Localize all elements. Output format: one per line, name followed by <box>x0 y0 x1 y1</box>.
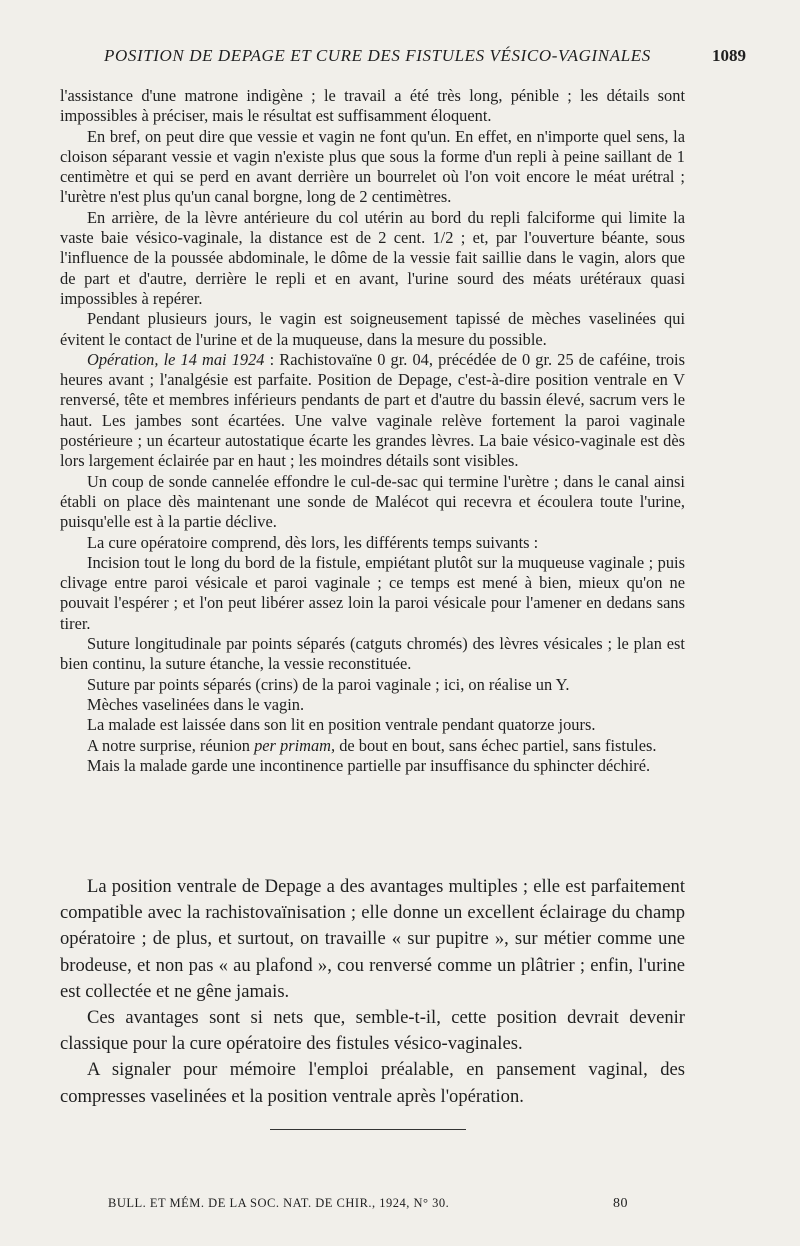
paragraph <box>60 350 685 472</box>
running-header <box>60 46 746 68</box>
paragraph: En bref, on peut dire que vessie et vagin ne font qu'un. En effet, en n'importe quel sens, la cloison séparant vessie et vagin n'existe plus que sous la forme d'un repli à peine saillant de 1 centimètre et qui se perd en avant derrière un bourrelet où l'on voit encore le méat urétral ; l'urètre n'est plus qu'un canal borgne, long de 2 centimètres. <box>60 126 685 207</box>
paragraph: Suture par points séparés (crins) de la paroi vaginale ; ici, on réalise un Y. <box>87 674 570 694</box>
page-footer <box>108 1196 628 1211</box>
paragraph: A notre surprise, réunion per primam, de bout en bout, sans échec partiel, sans fistules. <box>87 735 657 755</box>
paragraph: La position ventrale de Depage a des avantages multiples ; elle est parfaitement compatible avec la rachistovaïnisation ; elle donne un excellent éclairage du champ opératoire ; de plus, et surtout, on travaille « sur pupitre », sur métier comme une brodeuse, et non pas « au plafond », cou renversé comme un plâtrier ; enfin, l'urine est collectée et ne gêne jamais. <box>60 876 685 1002</box>
paragraph: La cure opératoire comprend, dès lors, les différents temps suivants : <box>87 532 539 552</box>
paragraph: Mais la malade garde une incontinence partielle par insuffisance du sphincter déchiré. <box>87 755 651 775</box>
paragraph: Pendant plusieurs jours, le vagin est soigneusement tapissé de mèches vaselinées qui évitent le contact de l'urine et de la muqueuse, dans la mesure du possible. <box>60 309 685 349</box>
paragraph: Ces avantages sont si nets que, semble-t-il, cette position devrait devenir classique pour la cure opératoire des fistules vésico-vaginales. <box>60 1007 685 1055</box>
folio-number: 80 <box>613 1196 628 1211</box>
paragraph: En arrière, de la lèvre antérieure du col utérin au bord du repli falciforme qui limite la vaste baie vésico-vaginale, la distance est de 2 cent. 1/2 ; et, par l'ouverture béante, sous l'influence de la poussée abdominale, le dôme de la vessie fait saillie dans le vagin, alors que de part et d'autre, derrière le repli et en avant, l'urine sourd des méats urétéraux quasi impossibles à repérer. <box>60 207 685 308</box>
operation-text: : Rachistovaïne 0 gr. 04, précédée de 0 gr. 25 de caféine, trois heures avant ; l'analgésie est parfaite. Position de Depage, c'est-à-dire position ventrale en V renversé, tête et membres inférieurs pendants de part et d'autre du bassin élevé, sacrum vers le haut. Les jambes sont écartées. Une valve vaginale relève fortement la paroi vaginale postérieure ; un écarteur autostatique écarte les grandes lèvres. La baie vésico-vaginale est dès lors largement éclairée par en haut ; les moindres détails sont visibles. <box>60 349 685 471</box>
latin-phrase: per primam, <box>254 735 336 755</box>
page-number: 1089 <box>712 46 746 65</box>
paragraph: Un coup de sonde cannelée effondre le cul-de-sac qui termine l'urètre ; dans le canal ainsi établi on place dès maintenant une sonde de Malécot qui recevra et écoulera toute l'urine, puisqu'elle est à la partie déclive. <box>60 471 685 532</box>
paragraph: A signaler pour mémoire l'emploi préalable, en pansement vaginal, des compresses vaselinées et la position ventrale après l'opération. <box>60 1059 685 1107</box>
operation-date: Opération, le 14 mai 1924 <box>87 349 265 369</box>
case-report-text <box>60 86 685 776</box>
paragraph: La malade est laissée dans son lit en position ventrale pendant quatorze jours. <box>87 715 596 735</box>
conclusion-text <box>60 874 685 1110</box>
paragraph: Incision tout le long du bord de la fistule, empiétant plutôt sur la muqueuse vaginale ; puis clivage entre paroi vésicale et paroi vaginale ; ce temps est mené à bien, mieux qu'on ne pouvait l'espérer ; et l'on peut libérer assez loin la paroi vésicale pour l'amener en dedans sans tirer. <box>60 552 685 633</box>
section-divider <box>270 1129 466 1130</box>
paragraph: Mèches vaselinées dans le vagin. <box>87 694 305 714</box>
journal-citation: BULL. ET MÉM. DE LA SOC. NAT. DE CHIR., 1924, N° 30. <box>108 1196 450 1210</box>
paragraph: l'assistance d'une matrone indigène ; le travail a été très long, pénible ; les détails sont impossibles à préciser, mais le résultat est suffisamment éloquent. <box>60 86 685 126</box>
running-title: POSITION DE DEPAGE ET CURE DES FISTULES VÉSICO-VAGINALES <box>104 46 651 65</box>
paragraph: Suture longitudinale par points séparés (catguts chromés) des lèvres vésicales ; le plan est bien continu, la suture étanche, la vessie reconstituée. <box>60 634 685 674</box>
